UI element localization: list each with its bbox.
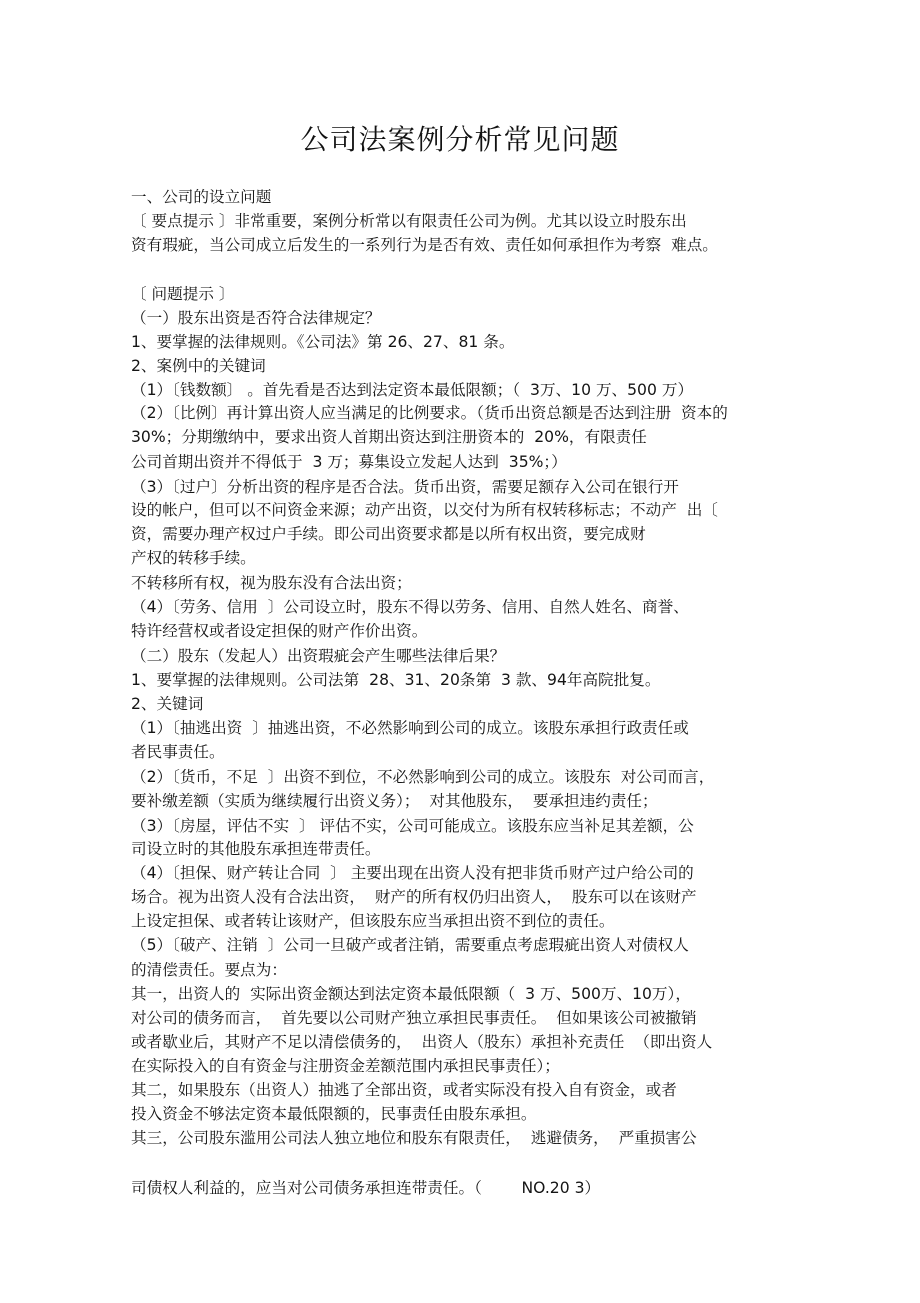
text-line: （二）股东（发起人）出资瑕疵会产生哪些法律后果？	[131, 647, 506, 665]
text-line: 2、关键词	[131, 695, 204, 713]
text-line: 一、公司的设立问题	[131, 188, 272, 206]
text-line: 其三，公司股东滥用公司法人独立地位和股东有限责任， 逃避债务， 严重损害公	[131, 1129, 697, 1147]
text-line: 1、要掌握的法律规则。公司法第 28、31、20条第 3 款、94年高院批复。	[131, 671, 661, 689]
text-line: （1）〔抽逃出资 〕抽逃出资，不必然影响到公司的成立。该股东承担行政责任或	[131, 719, 689, 737]
text-line: 对公司的债务而言， 首先要以公司财产独立承担民事责任。 但如果该公司被撤销	[131, 1009, 697, 1027]
text-line: （一）股东出资是否符合法律规定？	[131, 309, 381, 327]
text-line: 的清偿责任。要点为：	[131, 961, 287, 979]
text-line: 司设立时的其他股东承担连带责任。	[131, 840, 381, 858]
text-line: 或者歇业后，其财产不足以清偿债务的， 出资人（股东）承担补充责任 （即出资人	[131, 1033, 713, 1051]
text-line: 设的帐户，但可以不问资金来源；动产出资，以交付为所有权转移标志；不动产 出〔	[131, 501, 718, 519]
text-line: （1）〔钱数额〕 。首先看是否达到法定资本最低限额；（ 3万、10 万、500 万）	[131, 381, 694, 399]
text-line: 1、要掌握的法律规则。《公司法》第 26、27、81 条。	[131, 333, 515, 351]
text-line: （3）〔过户〕分析出资的程序是否合法。货币出资，需要足额存入公司在银行开	[131, 478, 679, 496]
text-line: 上设定担保、或者转让该财产，但该股东应当承担出资不到位的责任。	[131, 912, 615, 930]
text-line: 2、案例中的关键词	[131, 357, 266, 375]
text-line: 〔 要点提示 〕非常重要，案例分析常以有限责任公司为例。尤其以设立时股东出	[131, 212, 687, 230]
text-line: 30%；分期缴纳中，要求出资人首期出资达到注册资本的 20%，有限责任	[131, 428, 647, 446]
text-line: （3）〔房屋，评估不实 〕 评估不实，公司可能成立。该股东应当补足其差额，公	[131, 817, 694, 835]
text-line: 资，需要办理产权过户手续。即公司出资要求都是以所有权出资，要完成财	[131, 525, 646, 543]
text-line: 不转移所有权，视为股东没有合法出资；	[131, 574, 412, 592]
text-line: （4）〔担保、财产转让合同 〕 主要出现在出资人没有把非货币财产过户给公司的	[131, 864, 694, 882]
text-line: 其二，如果股东（出资人）抽逃了全部出资，或者实际没有投入自有资金，或者	[131, 1081, 677, 1099]
text-line: 场合。视为出资人没有合法出资， 财产的所有权仍归出资人， 股东可以在该财产	[131, 888, 697, 906]
text-line: （5）〔破产、注销 〕公司一旦破产或者注销，需要重点考虑瑕疵出资人对债权人	[131, 936, 689, 954]
text-line: 产权的转移手续。	[131, 549, 256, 567]
text-line: 公司首期出资并不得低于 3 万；募集设立发起人达到 35%；）	[131, 453, 567, 471]
text-line: 〔 问题提示 〕	[131, 285, 235, 303]
text-line: 投入资金不够法定资本最低限额的，民事责任由股东承担。	[131, 1105, 537, 1123]
text-line: 要补缴差额（实质为继续履行出资义务）； 对其他股东， 要承担违约责任；	[131, 792, 658, 810]
text-line: 司债权人利益的，应当对公司债务承担连带责任。（ NO.20 3）	[131, 1179, 601, 1197]
text-line: 资有瑕疵，当公司成立后发生的一系列行为是否有效、责任如何承担作为考察 难点。	[131, 236, 718, 254]
text-line: 在实际投入的自有资金与注册资金差额范围内承担民事责任）；	[131, 1057, 560, 1075]
document-title: 公司法案例分析常见问题	[300, 123, 620, 156]
text-line: （4）〔劳务、信用 〕公司设立时，股东不得以劳务、信用、自然人姓名、商誉、	[131, 598, 689, 616]
text-line: 其一，出资人的 实际出资金额达到法定资本最低限额（ 3 万、500万、10万），	[131, 985, 691, 1003]
text-line: （2）〔比例〕再计算出资人应当满足的比例要求。（货币出资总额是否达到注册 资本的	[131, 404, 728, 422]
text-line: 者民事责任。	[131, 743, 225, 761]
text-line: （2）〔货币，不足 〕出资不到位，不必然影响到公司的成立。该股东 对公司而言，	[131, 768, 715, 786]
text-line: 特许经营权或者设定担保的财产作价出资。	[131, 622, 428, 640]
